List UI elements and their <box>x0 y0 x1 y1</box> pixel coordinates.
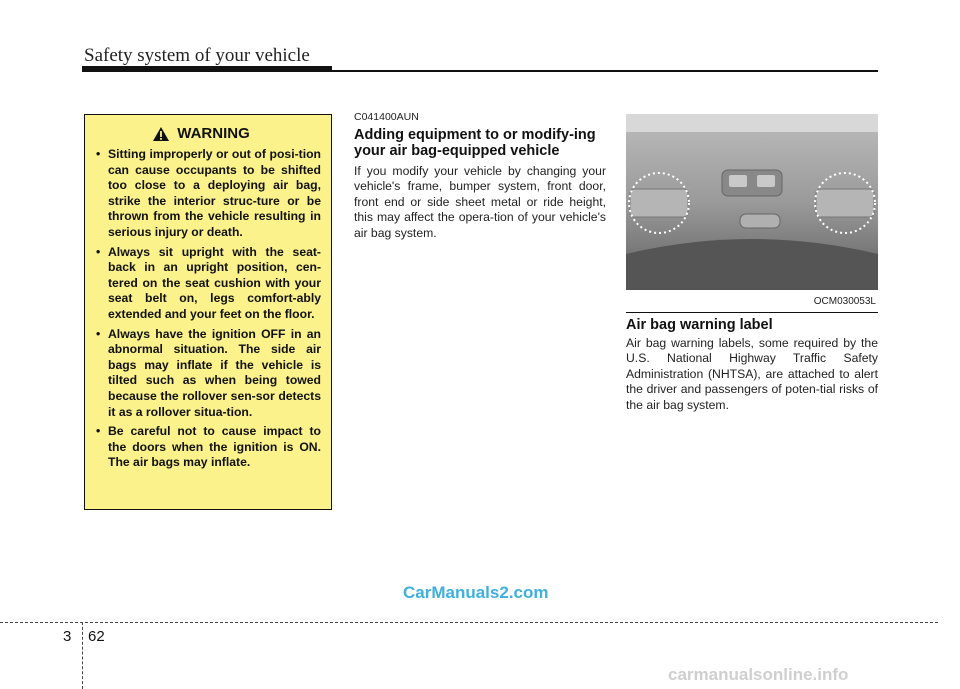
section-body-warning-label: Air bag warning labels, some required by the U.S. National Highway Traffic Safety Administration (NHTSA), are attached to alert the driver and passengers of poten-tial risks of the air bag system. <box>626 336 878 412</box>
footer-rule <box>0 622 938 623</box>
footer-divider <box>82 622 83 689</box>
chapter-number: 3 <box>63 628 72 645</box>
section-code: C041400AUN <box>354 111 419 123</box>
photo-caption: OCM030053L <box>813 296 876 307</box>
footer-site-watermark: carmanualsonline.info <box>668 665 849 684</box>
warning-item: • Always have the ignition OFF in an abnormal situation. The side air bags may inflate if the vehicle is tilted such as when being towed because the rollover sen-sor detects it as a rollover situa-tion. <box>96 326 321 419</box>
page-header-title: Safety system of your vehicle <box>84 45 310 66</box>
photo-caption-row <box>626 290 878 313</box>
section-body-adding-equipment: If you modify your vehicle by changing your vehicle's frame, bumper system, front door, front end or side sheet metal or ride height, this may affect the opera-tion of your vehicle's air bag system. <box>354 164 606 240</box>
header-rule-thin <box>332 70 878 72</box>
warning-list <box>95 147 321 471</box>
watermark-link[interactable]: CarManuals2.com <box>403 583 549 602</box>
sun-visor-illustration <box>626 114 878 290</box>
page-number: 62 <box>88 628 105 645</box>
warning-triangle-icon <box>152 126 170 142</box>
section-title-adding-equipment: Adding equipment to or modify-ing your air bag-equipped vehicle <box>354 127 596 159</box>
sun-visor-photo <box>626 114 878 290</box>
warning-item: • Be careful not to cause impact to the doors when the ignition is ON. The air bags may inflate. <box>96 424 321 470</box>
header-rule-thick <box>82 66 332 72</box>
warning-item: • Always sit upright with the seat-back in an upright position, cen-tered on the seat cushion with your seat belt on, legs comfort-ably extended and your feet on the floor. <box>96 244 321 321</box>
section-title-warning-label: Air bag warning label <box>626 317 773 333</box>
warning-heading <box>81 125 321 142</box>
warning-box <box>84 114 332 510</box>
warning-item: • Sitting improperly or out of posi-tion can cause occupants to be shifted too close to a deploying air bag, strike the interior struc-ture or be thrown from the vehicle resulting in serious injury or death. <box>96 147 321 239</box>
warning-heading-text: WARNING <box>177 125 250 142</box>
